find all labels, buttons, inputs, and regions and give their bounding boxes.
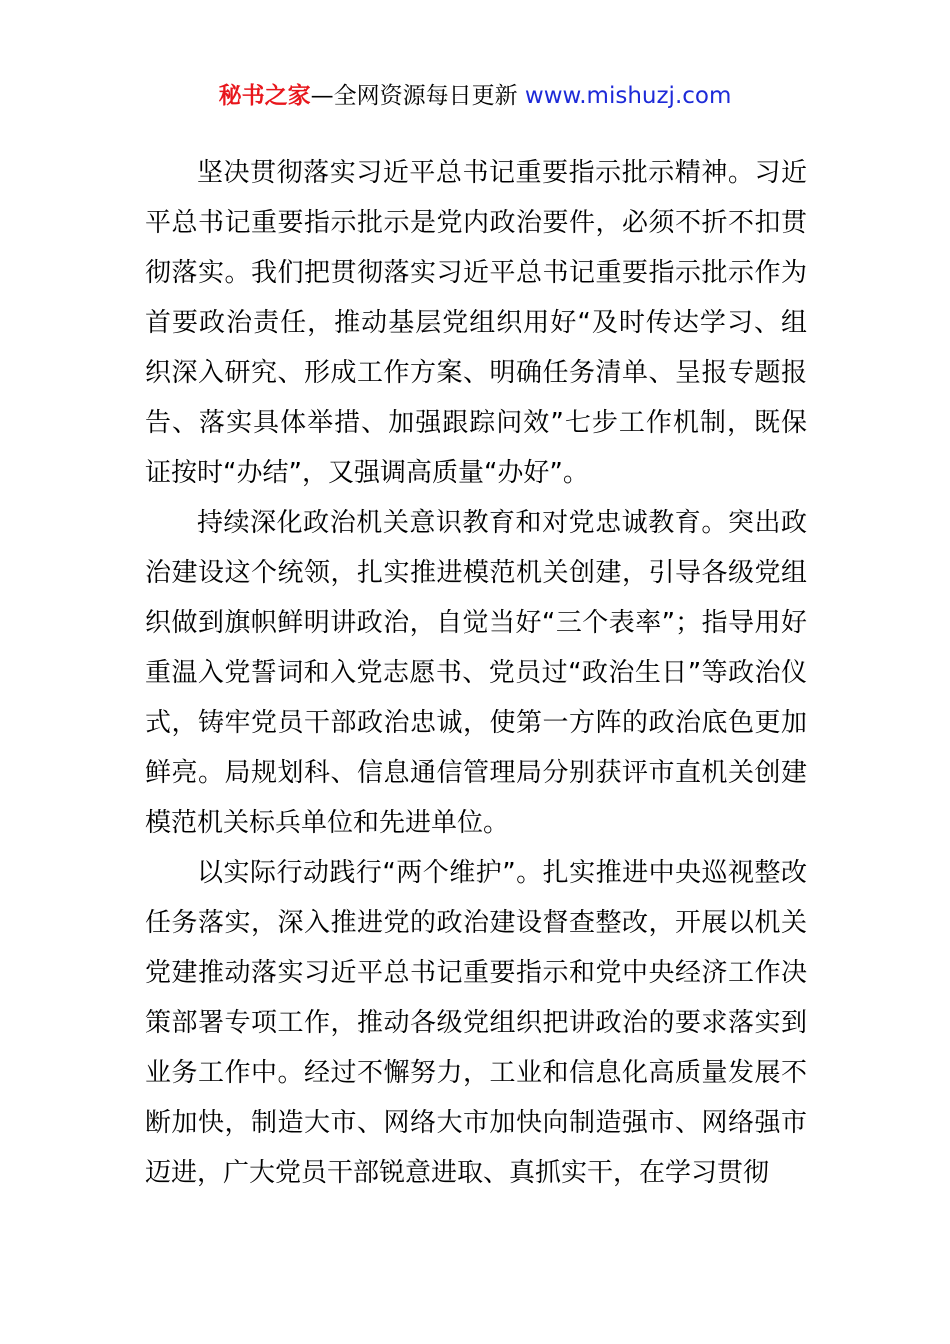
- brand-name: 秘书之家: [218, 83, 311, 109]
- document-body: [145, 148, 807, 1198]
- header-tagline: —全网资源每日更新: [310, 83, 525, 109]
- site-url-link[interactable]: www.mishuzj.com: [524, 83, 732, 109]
- paragraph-1: 坚决贯彻落实习近平总书记重要指示批示精神。习近平总书记重要指示批示是党内政治要件，必须不折不扣贯彻落实。我们把贯彻落实习近平总书记重要指示批示作为首要政治责任，推动基层党组织用好“及时传达学习、组织深入研究、形成工作方案、明确任务清单、呈报专题报告、落实具体举措、加强跟踪问效”七步工作机制，既保证按时“办结”，又强调高质量“办好”。: [145, 158, 807, 488]
- page-header: [0, 80, 950, 112]
- paragraph-2: 持续深化政治机关意识教育和对党忠诚教育。突出政治建设这个统领，扎实推进模范机关创建，引导各级党组织做到旗帜鲜明讲政治，自觉当好“三个表率”；指导用好重温入党誓词和入党志愿书、党员过“政治生日”等政治仪式，铸牢党员干部政治忠诚，使第一方阵的政治底色更加鲜亮。局规划科、信息通信管理局分别获评市直机关创建模范机关标兵单位和先进单位。: [145, 508, 807, 838]
- paragraph-3: 以实际行动践行“两个维护”。扎实推进中央巡视整改任务落实，深入推进党的政治建设督查整改，开展以机关党建推动落实习近平总书记重要指示和党中央经济工作决策部署专项工作，推动各级党组织把讲政治的要求落实到业务工作中。经过不懈努力，工业和信息化高质量发展不断加快，制造大市、网络大市加快向制造强市、网络强市迈进，广大党员干部锐意进取、真抓实干，在学习贯彻: [145, 858, 807, 1188]
